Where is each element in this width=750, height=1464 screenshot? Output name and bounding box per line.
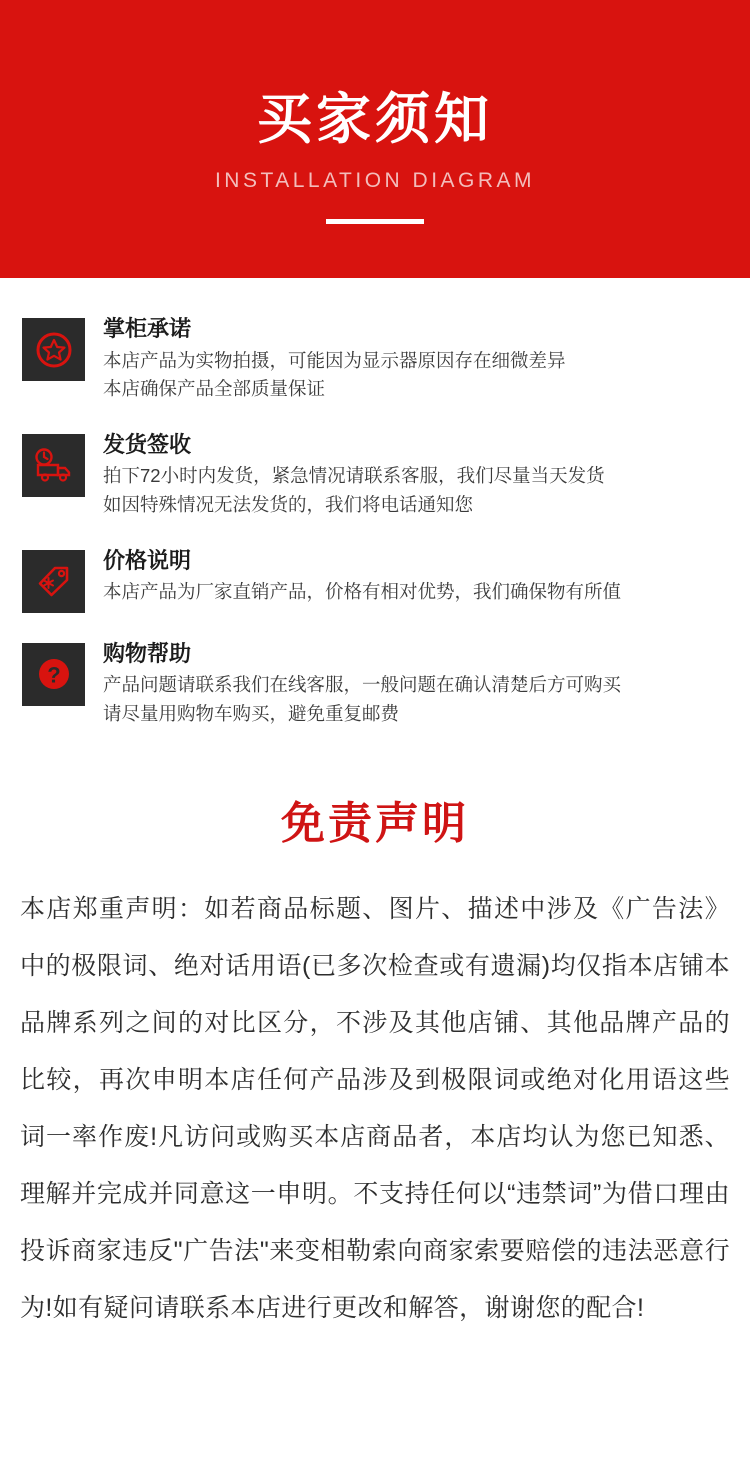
list-item	[22, 546, 728, 613]
notice-body	[103, 430, 728, 520]
notice-line: 本店产品为厂家直销产品，价格有相对优势，我们确保物有所值	[103, 581, 622, 603]
notice-title: 掌柜承诺	[103, 316, 192, 341]
list-item	[22, 639, 728, 729]
banner-divider	[326, 219, 424, 224]
notice-line: 请尽量用购物车购买，避免重复邮费	[103, 702, 400, 724]
notice-title: 购物帮助	[103, 640, 192, 666]
notice-line: 产品问题请联系我们在线客服，一般问题在确认清楚后方可购买	[103, 674, 622, 696]
banner-title: 买家须知	[256, 88, 493, 150]
banner-subtitle: INSTALLATION DIAGRAM	[214, 169, 536, 192]
delivery-truck-icon	[22, 434, 85, 497]
notice-line: 拍下72小时内发货，紧急情况请联系客服，我们尽量当天发货	[103, 465, 605, 487]
disclaimer-section	[0, 787, 750, 1377]
svg-text:?: ?	[46, 662, 61, 688]
banner	[0, 0, 750, 278]
notice-title: 价格说明	[103, 547, 192, 573]
notice-line: 如因特殊情况无法发货的，我们将电话通知您	[103, 494, 474, 516]
notice-body	[103, 639, 728, 729]
disclaimer-title: 免责声明	[281, 798, 469, 848]
disclaimer-body: 本店郑重声明：如若商品标题、图片、描述中涉及《广告法》中的极限词、绝对话用语(已多次检查或有遗漏)均仅指本店铺本品牌系列之间的对比区分，不涉及其他店铺、其他品牌产品的比较，再次申明本店任何产品涉及到极限词或绝对化用语这些词一率作废!凡访问或购买本店商品者，本店均认为您已知悉、理解并完成并同意这一申明。不支持任何以“违禁词”为借口理由投诉商家违反"广告法"来变相勒索向商家索要赔偿的违法恶意行为!如有疑问请联系本店进行更改和解答，谢谢您的配合!	[20, 894, 730, 1322]
notice-title: 发货签收	[103, 431, 192, 457]
notice-body	[103, 546, 728, 607]
notice-line: 本店确保产品全部质量保证	[103, 378, 326, 400]
list-item	[22, 314, 728, 404]
star-badge-icon	[22, 318, 85, 381]
notice-list	[0, 278, 750, 729]
notice-line: 本店产品为实物拍摄，可能因为显示器原因存在细微差异	[103, 349, 566, 371]
question-mark-icon	[22, 643, 85, 706]
notice-body	[103, 314, 728, 404]
price-tag-icon	[22, 550, 85, 613]
list-item	[22, 430, 728, 520]
